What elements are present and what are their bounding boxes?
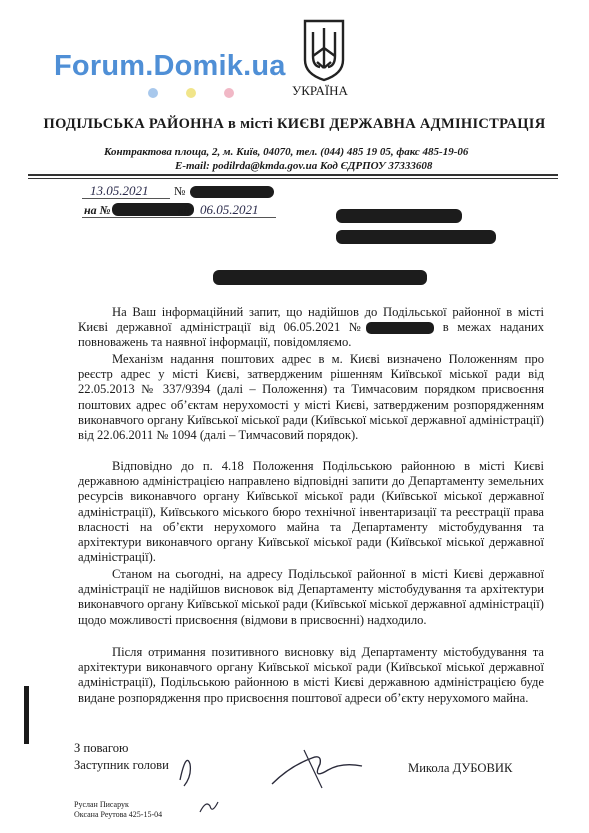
executor-name-1: Руслан Писарук (74, 800, 129, 809)
header-divider (28, 174, 558, 176)
redacted-number (190, 186, 274, 198)
margin-mark (24, 686, 29, 744)
organization-name: ПОДІЛЬСЬКА РАЙОННА в місті КИЄВІ ДЕРЖАВНА АДМІНІСТРАЦІЯ (43, 116, 546, 132)
executor-name-2: Оксана Реутова 425-15-04 (74, 810, 163, 819)
closing-regards: З повагою (74, 741, 129, 755)
registration-date: 13.05.2021 (90, 183, 149, 198)
paragraph-requests-sent: Відповідно до п. 4.18 Положення Подільською районною в місті Києві державною адміністрацією направлено відповідні запити до Департаменту земельних ресурсів виконавчого органу Київської міської ради (Київської міської державної адміністрації), Київського міського бюро технічної інвентаризації та реєстрації права власності на об’єкти нерухомого майна та Департаменту містобудування та архітектури виконавчого органу Київської міської ради (Київської міської державної адміністрації). (78, 459, 544, 565)
paragraph-request (78, 305, 544, 351)
watermark-dot-pink (224, 88, 234, 98)
paragraph-mechanism: Механізм надання поштових адрес в м. Києві визначено Положенням про реєстр адрес у місті Києві, затвердженим рішенням Київської міської ради від 22.05.2013 № 337/9394 (далі – Положення) та Тимчасовим порядком присвоєння поштових адрес об’єктам нерухомості у місті Києві, затвердженим розпорядженням виконавчого органу Київської міської ради (Київської міської державної адміністрації) від 22.06.2011 № 1094 (далі – Тимчасовий порядок). (78, 352, 544, 443)
country-name: УКРАЇНА (292, 83, 348, 98)
number-label: № (174, 184, 186, 198)
incoming-underline (82, 217, 276, 218)
redacted-request-number (366, 322, 434, 334)
email-line: E-mail: podilrda@kmda.gov.ua Код ЄДРПОУ 37333608 (175, 160, 433, 172)
header-divider-thin (28, 178, 558, 179)
address-line: Контрактова площа, 2, м. Київ, 04070, тел. (044) 485 19 05, факс 485-19-06 (104, 146, 469, 158)
paragraph-next-steps: Після отримання позитивного висновку від Департаменту містобудування та архітектури виконавчого органу Київської міської ради (Київської міської державної адміністрації), Подільською районною в місті Києві державною адміністрацією буде видане розпорядження про присвоєння поштової адреси об’єкту нерухомого майна. (78, 645, 544, 705)
from-label: від (178, 203, 193, 217)
watermark-dot-blue (148, 88, 158, 98)
paragraph-request-text-a: На Ваш інформаційний запит, що надійшов до Подільської районної в місті Києві державної адміністрації від 06.05.2021 № (78, 305, 544, 335)
watermark-dot-yellow (186, 88, 196, 98)
paragraph-current-status: Станом на сьогодні, на адресу Подільської районної в місті Києві державної адміністрації не надійшов висновок від Департаменту містобудування та архітектури виконавчого органу Київської міської ради (Київської міської державної адміністрації) щодо можливості присвоєння (відмови в присвоєнні) надходило. (78, 567, 544, 627)
redacted-recipient-line2 (336, 230, 496, 244)
signatory-name: Микола ДУБОВИК (408, 761, 513, 775)
executor-initials-icon (196, 796, 226, 818)
watermark: Forum.Domik.ua (54, 50, 286, 82)
coat-of-arms-icon (302, 18, 346, 82)
redacted-recipient-line3 (213, 270, 427, 285)
redacted-recipient-line1 (336, 209, 462, 223)
incoming-date: 06.05.2021 (200, 202, 259, 217)
paragraph-request-text-b: в межах наданих повноважень та наявної інформації, повідомляємо. (78, 320, 544, 350)
incoming-prefix: на № (84, 203, 111, 217)
date-underline (82, 198, 170, 199)
signatory-position: Заступник голови (74, 758, 169, 772)
signature-icon (172, 740, 372, 800)
